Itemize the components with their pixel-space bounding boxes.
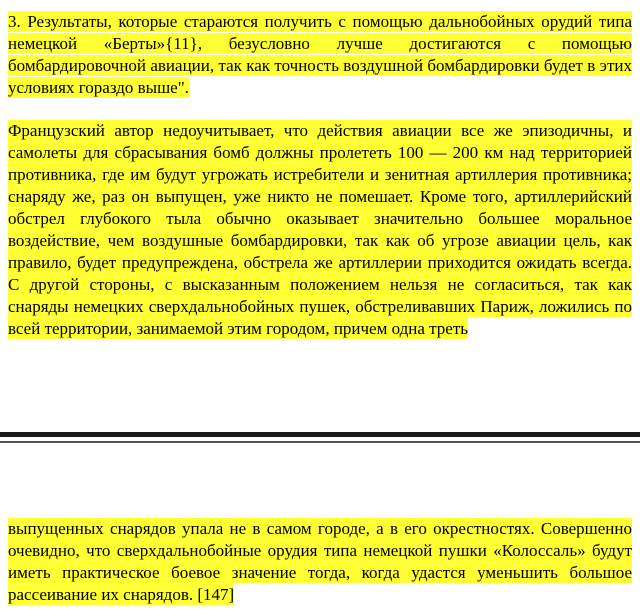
page-break-thick-rule bbox=[0, 432, 640, 437]
page-break-thin-rule bbox=[0, 441, 640, 443]
highlighted-text: выпущенных снарядов упала не в самом городе, а в его окрестностях. Совершенно очевидно, что сверхдальнобойные орудия типа немецкой пушки «Колоссаль» будут иметь практическое боевое значение тогда, когда удастся уменьшить большое рассеивание их снарядов. [147] bbox=[8, 519, 632, 604]
paragraph-continuation bbox=[8, 518, 632, 606]
highlighted-text: 3. Результаты, которые стараются получить с помощью дальнобойных орудий типа немецкой «Берты»{11}, безусловно лучше достигаются с помощью бомбардировочной авиации, так как точность воздушной бомбардировки будет в этих условиях гораздо выше". bbox=[8, 12, 632, 97]
page-break-divider bbox=[0, 432, 640, 446]
highlighted-text: Французский автор недоучитывает, что действия авиации все же эпизодичны, и самолеты для сбрасывания бомб должны пролететь 100 — 200 км над территорией противника, где им будут угрожать истребители и зенитная артиллерия противника; снаряду же, раз он выпущен, уже никто не помешает. Кроме того, артиллерийский обстрел глубокого тыла обычно оказывает значительно большее моральное воздействие, чем воздушные бомбардировки, так как об угрозе авиации цель, как правило, будет предупреждена, обстрела же артиллерии приходится ожидать всегда. С другой стороны, с высказанным положением нельзя не согласиться, так как снаряды немецких сверхдальнобойных пушек, обстреливавших Париж, ложились по всей территории, занимаемой этим городом, причем одна треть bbox=[8, 121, 632, 338]
paragraph-results bbox=[8, 11, 632, 99]
paragraph-french-author bbox=[8, 120, 632, 340]
